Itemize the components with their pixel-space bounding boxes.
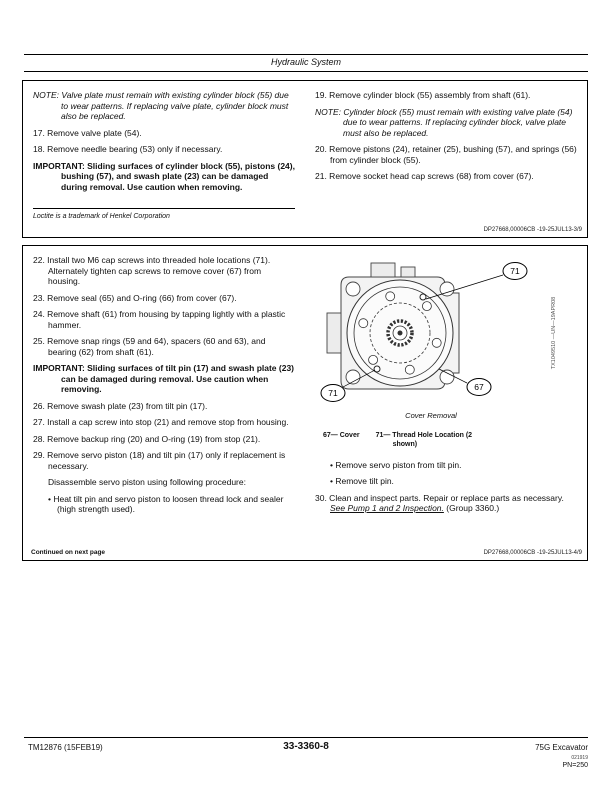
footer-rule xyxy=(24,737,588,738)
step-26: 26. Remove swash plate (23) from tilt pin (17). xyxy=(33,400,208,411)
continued-on-next-page: Continued on next page xyxy=(31,549,106,556)
callout-67: 67 xyxy=(474,382,484,392)
callout-71-top: 71 xyxy=(510,266,520,276)
thread-hole-bottom xyxy=(374,366,380,372)
important-cylinder-block: IMPORTANT: Sliding surfaces of cylinder block (55), pistons (24), bushing (57), and swash plate (23) can be damaged during removal. Use caution when removing. xyxy=(33,160,295,192)
footer-page-number: 33-3360-8 xyxy=(283,741,329,752)
note-cylinder-block: NOTE: Cylinder block (55) must remain with existing valve plate (54) due to wear patterns. If replacing cylinder block, valve plate must also be replaced. xyxy=(315,106,573,138)
step-30 xyxy=(315,493,577,514)
step-24: 24. Remove shaft (61) from housing by tapping lightly with a plastic hammer. xyxy=(33,309,286,330)
note-valve-plate: NOTE: Valve plate must remain with existing cylinder block (55) due to wear patterns. If replacing valve plate, cylinder block must also be replaced. xyxy=(33,90,289,121)
pump-top-port-small xyxy=(401,267,415,277)
page-header-title: Hydraulic System xyxy=(270,57,342,67)
pump-top-port-large xyxy=(371,263,395,277)
trademark-note: Loctite is a trademark of Henkel Corporation xyxy=(33,208,295,221)
legend-item-67: 67— Cover xyxy=(323,431,360,439)
footer-date-code: 021919 xyxy=(571,755,588,761)
footer-manual-number: TM12876 (15FEB19) xyxy=(28,743,103,752)
section1-left-column xyxy=(33,90,295,221)
step-17: 17. Remove valve plate (54). xyxy=(33,127,142,138)
step-29: 29. Remove servo piston (18) and tilt pin (17) only if replacement is necessary. xyxy=(33,450,286,471)
figure-watermark: TX1049510 —UN—19APR08 xyxy=(551,296,557,370)
step-19: 19. Remove cylinder block (55) assembly from shaft (61). xyxy=(315,90,531,100)
step-22: 22. Install two M6 cap screws into threaded hole locations (71). Alternately tighten cap screws to remove cover (67) from housing. xyxy=(33,255,271,286)
legend-item-71: 71— Thread Hole Location (2 shown) xyxy=(375,431,473,448)
step-28: 28. Remove backup ring (20) and O-ring (19) from stop (21). xyxy=(33,433,261,444)
pump-inspection-link[interactable]: See Pump 1 and 2 Inspection. xyxy=(330,503,444,513)
header-rule-bottom xyxy=(24,71,588,72)
section-1 xyxy=(22,80,588,238)
step-25: 25. Remove snap rings (59 and 64), spacers (60 and 63), and bearing (62) from shaft (61). xyxy=(33,336,266,357)
figure-legend xyxy=(323,431,577,449)
figure-caption: Cover Removal xyxy=(405,411,457,420)
section2-left-column xyxy=(33,255,295,544)
step-29-bullet: • Heat tilt pin and servo piston to loosen thread lock and sealer (high strength used). xyxy=(48,493,284,514)
callout-71-bottom: 71 xyxy=(328,388,338,398)
figure-cover-removal xyxy=(319,257,564,407)
bullet-remove-servo-piston: • Remove servo piston from tilt pin. xyxy=(330,459,462,470)
important-tilt-pin: IMPORTANT: Sliding surfaces of tilt pin (17) and swash plate (23) can be damaged during removal. Use caution when removing. xyxy=(33,363,295,394)
step-30-group-ref: (Group 3360.) xyxy=(443,503,500,513)
step-20: 20. Remove pistons (24), retainer (25), bushing (57), and springs (56) from cylinder block (55). xyxy=(315,144,577,165)
step-18: 18. Remove needle bearing (53) only if necessary. xyxy=(33,144,223,154)
section1-right-column xyxy=(315,90,577,221)
doc-code-1: DP27668,00006CB -19-25JUL13-3/9 xyxy=(483,227,582,233)
section-2 xyxy=(22,245,588,561)
footer-model-name: 75G Excavator xyxy=(535,743,588,752)
section2-right-column xyxy=(315,255,577,544)
pump-illustration xyxy=(319,257,564,407)
footer-pn: PN=250 xyxy=(562,762,588,769)
step-21: 21. Remove socket head cap screws (68) from cover (67). xyxy=(315,171,534,181)
thread-hole-top xyxy=(420,294,426,300)
bullet-remove-tilt-pin: • Remove tilt pin. xyxy=(330,476,394,486)
pump-left-flange xyxy=(327,313,341,353)
step-27: 27. Install a cap screw into stop (21) and remove stop from housing. xyxy=(33,417,289,427)
step-23: 23. Remove seal (65) and O-ring (66) from cover (67). xyxy=(33,292,237,303)
header-rule-top xyxy=(24,54,588,55)
step-29-subtext: Disassemble servo piston using following procedure: xyxy=(48,477,246,487)
step-30-text: 30. Clean and inspect parts. Repair or replace parts as necessary. xyxy=(315,492,564,503)
doc-code-2: DP27668,00006CB -19-25JUL13-4/9 xyxy=(483,550,582,556)
